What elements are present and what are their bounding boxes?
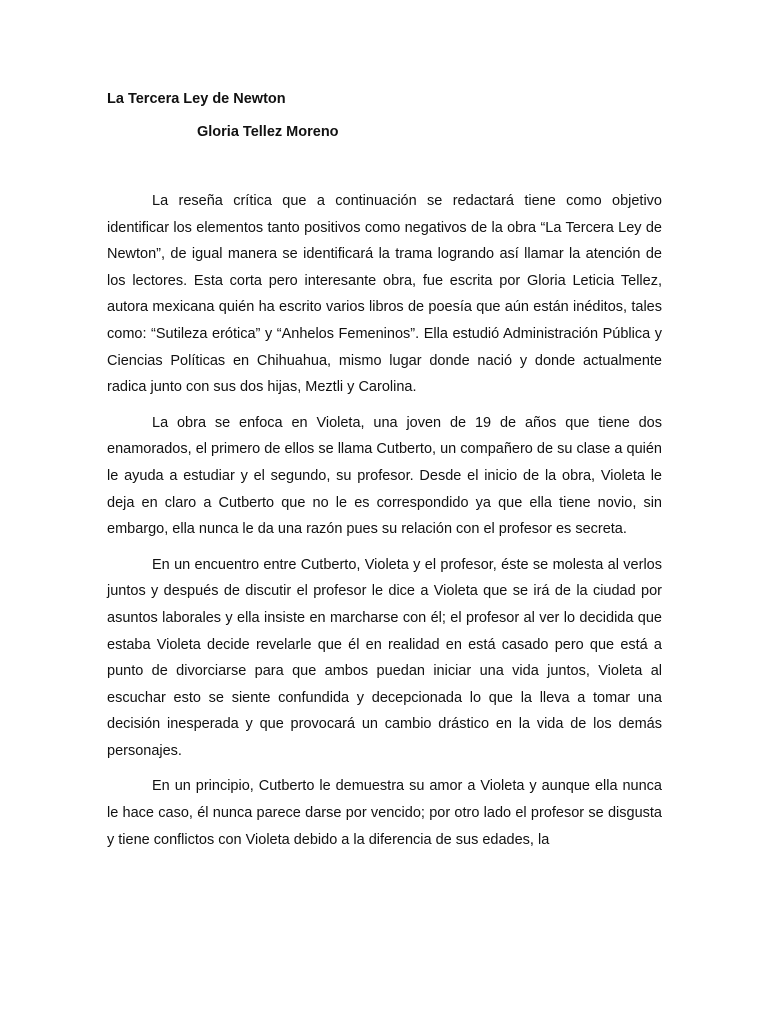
document-title: La Tercera Ley de Newton xyxy=(107,91,286,107)
paragraph-encounter: En un encuentro entre Cutberto, Violeta y el profesor, éste se molesta al verlos juntos y después de discutir el profesor le dice a Violeta que se irá de la ciudad por asuntos laborales y ella insiste en marcharse con él; el profesor al ver lo decidida que estaba Violeta decide revelarle que él en realidad en está casado pero que está a punto de divorciarse para que ambos puedan iniciar una vida juntos, Violeta al escuchar esto se siente confundida y decepcionada lo que la lleva a tomar una decisión inesperada y que provocará un cambio drástico en la vida de los demás personajes. xyxy=(107,556,662,759)
paragraph-intro: La reseña crítica que a continuación se redactará tiene como objetivo identificar los elementos tanto positivos como negativos de la obra “La Tercera Ley de Newton”, de igual manera se identificará la trama logrando así llamar la atención de los lectores. Esta corta pero interesante obra, fue escrita por Gloria Leticia Tellez, autora mexicana quién ha escrito varios libros de poesía que aún están inéditos, tales como: “Sutileza erótica” y “Anhelos Femeninos”. Ella estudió Administración Pública y Ciencias Políticas en Chihuahua, mismo lugar donde nació y donde actualmente radica junto con sus dos hijas, Meztli y Carolina. xyxy=(107,193,662,396)
paragraph-principle: En un principio, Cutberto le demuestra su amor a Violeta y aunque ella nunca le hace caso, él nunca parece darse por vencido; por otro lado el profesor se disgusta y tiene conflictos con Violeta debido a la diferencia de sus edades, la xyxy=(107,778,662,848)
paragraph-plot: La obra se enfoca en Violeta, una joven de 19 de años que tiene dos enamorados, el primero de ellos se llama Cutberto, un compañero de su clase a quién le ayuda a estudiar y el segundo, su profesor. Desde el inicio de la obra, Violeta le deja en claro a Cutberto que no le es correspondido ya que ella tiene novio, sin embargo, ella nunca le da una razón pues su relación con el profesor es secreta. xyxy=(107,414,662,538)
document-body xyxy=(107,188,662,862)
document-author: Gloria Tellez Moreno xyxy=(197,124,339,140)
